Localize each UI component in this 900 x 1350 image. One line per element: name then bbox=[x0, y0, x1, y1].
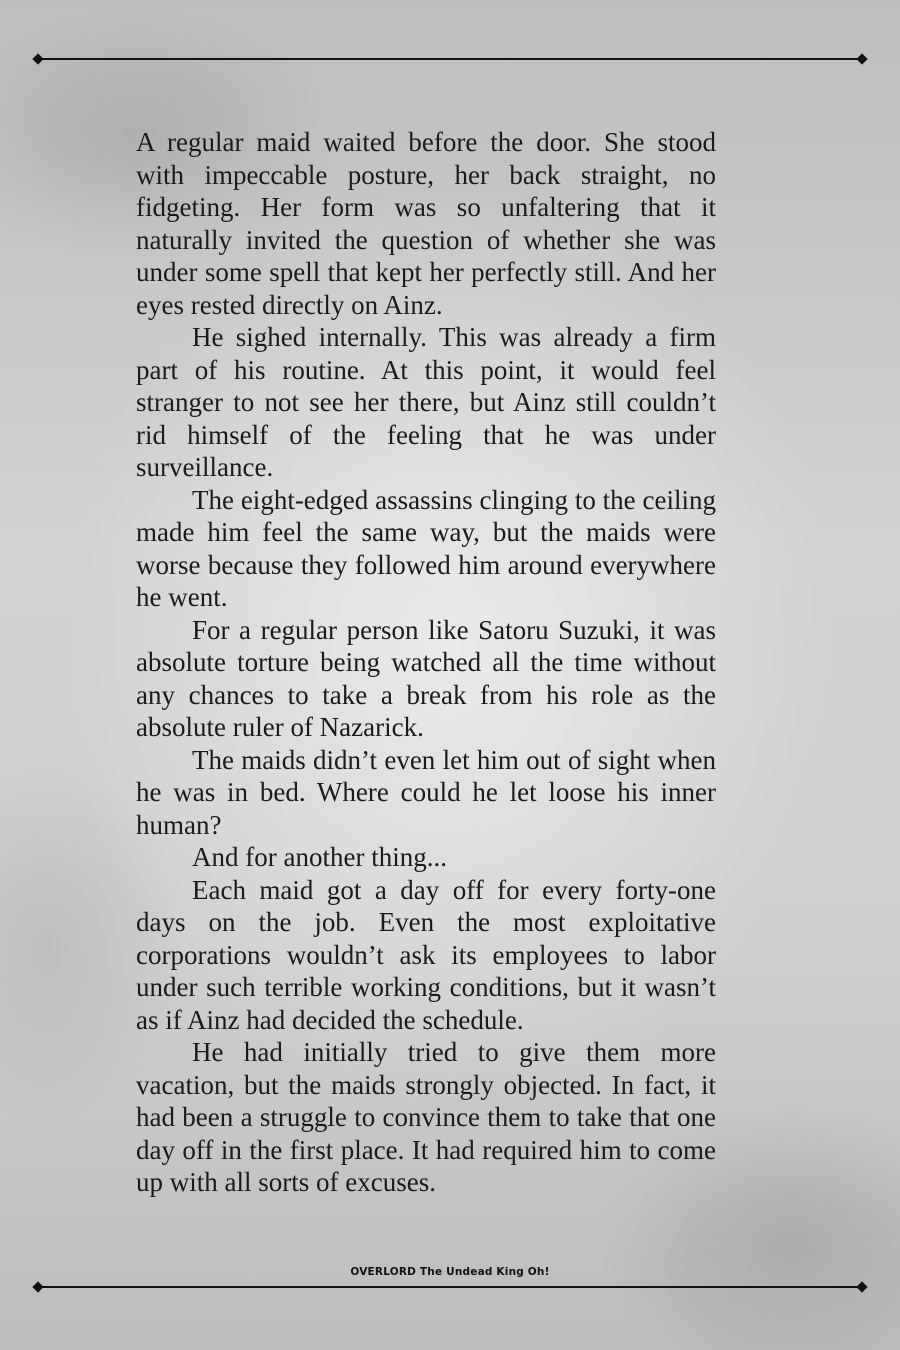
paragraph-8: He had initially tried to give them more vacation, but the maids strongly objected. In fact, it had been a struggle to convince them to take that one day off in the first place. It had required him to come up with all sorts of excuses. bbox=[136, 1037, 716, 1197]
paragraph-6: And for another thing... bbox=[192, 842, 447, 872]
bottom-rule-line bbox=[38, 1286, 862, 1288]
bottom-rule bbox=[32, 1282, 868, 1292]
top-rule-left-diamond bbox=[32, 53, 43, 64]
paragraph-4: For a regular person like Satoru Suzuki, it was absolute torture being watched all the time without any chances to take a break from his role as the absolute ruler of Nazarick. bbox=[136, 614, 716, 742]
paragraph-7: Each maid got a day off for every forty-one days on the job. Even the most exploitative corporations wouldn’t ask its employees to labor under such terrible working conditions, but it wasn’t as if Ainz had decided the schedule. bbox=[136, 874, 716, 1035]
paragraph-5: The maids didn’t even let him out of sight when he was in bed. Where could he let loose his inner human? bbox=[136, 744, 716, 840]
paragraph-3: The eight-edged assassins clinging to the ceiling made him feel the same way, but the maids were worse because they followed him around everywhere he went. bbox=[136, 484, 716, 612]
paragraph-1: A regular maid waited before the door. She stood with impeccable posture, her back straight, no fidgeting. Her form was so unfaltering that it naturally invited the question of whether she was under some spell that kept her perfectly still. And her eyes rested directly on Ainz. bbox=[136, 127, 716, 320]
paragraph-2: He sighed internally. This was already a firm part of his routine. At this point, it would feel stranger to not see her there, but Ainz still couldn’t rid himself of the feeling that he was under surveillance. bbox=[136, 322, 716, 482]
footer-title: OVERLORD The Undead King Oh! bbox=[350, 1266, 550, 1278]
top-rule-right-diamond bbox=[856, 53, 867, 64]
bottom-rule-left-diamond bbox=[32, 1281, 43, 1292]
bottom-rule-right-diamond bbox=[856, 1281, 867, 1292]
page-body-text bbox=[136, 126, 716, 1199]
top-rule-line bbox=[38, 58, 862, 60]
top-rule bbox=[32, 54, 868, 64]
